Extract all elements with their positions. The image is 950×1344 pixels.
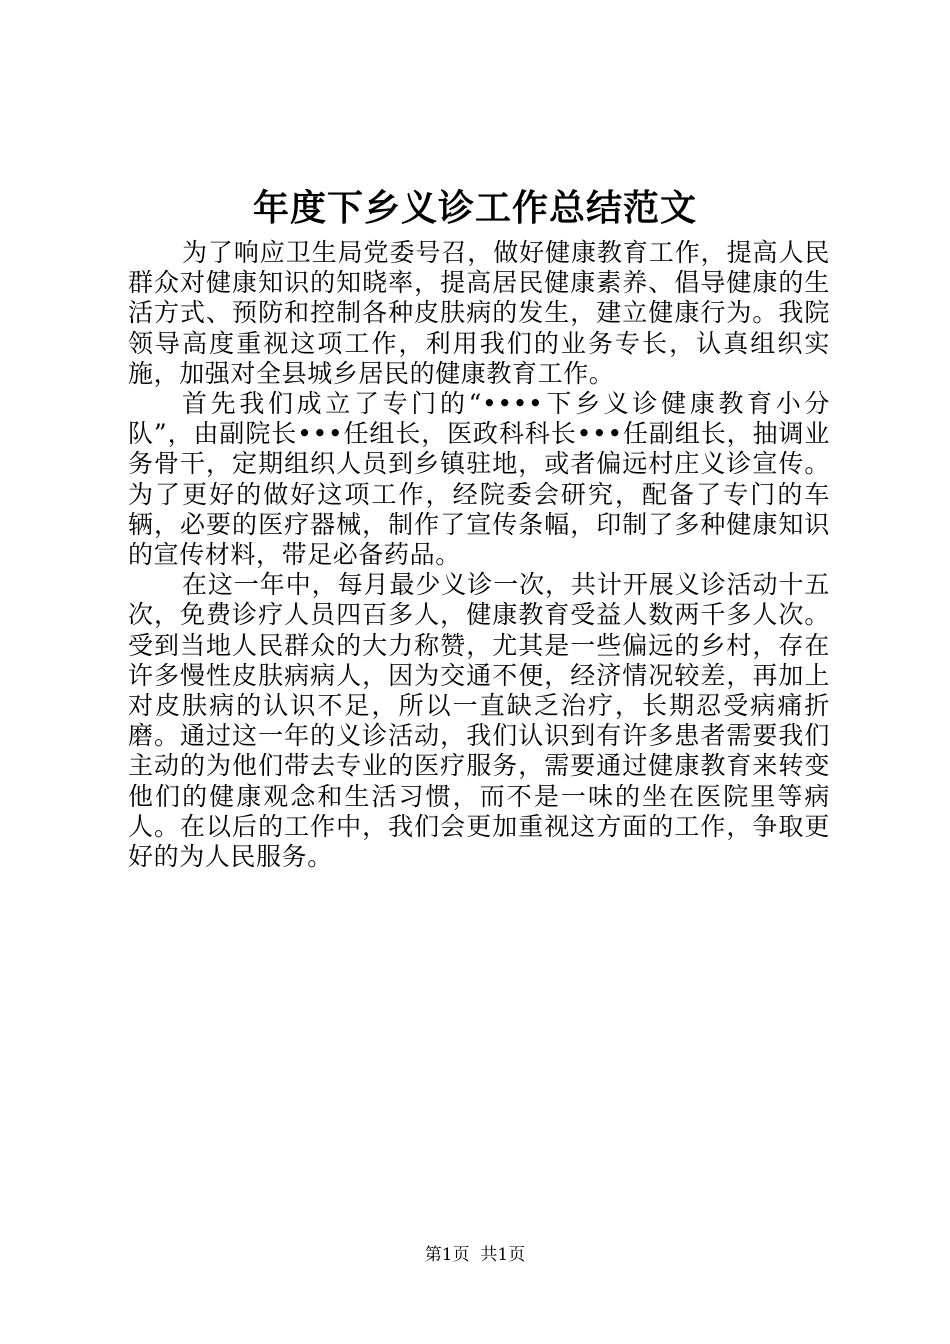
paragraph-2: 首先我们成立了专门的“••••下乡义诊健康教育小分队”，由副院长•••任组长，医政科科长•••任副组长，抽调业务骨干，定期组织人员到乡镇驻地，或者偏远村庄义诊宣传。为了更好的做好这项工作，经院委会研究，配备了专门的车辆，必要的医疗器械，制作了宣传条幅，印制了多种健康知识的宣传材料，带足必备药品。: [128, 389, 830, 570]
page-footer: [0, 1244, 950, 1266]
document-title: 年度下乡义诊工作总结范文: [252, 187, 697, 229]
paragraph-1: 为了响应卫生局党委号召，做好健康教育工作，提高人民群众对健康知识的知晓率，提高居民健康素养、倡导健康的生活方式、预防和控制各种皮肤病的发生，建立健康行为。我院领导高度重视这项工作，利用我们的业务专长，认真组织实施，加强对全县城乡居民的健康教育工作。: [128, 238, 830, 388]
document-body: [128, 238, 830, 872]
paragraph-3: 在这一年中，每月最少义诊一次，共计开展义诊活动十五次，免费诊疗人员四百多人，健康教育受益人数两千多人次。受到当地人民群众的大力称赞，尤其是一些偏远的乡村，存在许多慢性皮肤病病人，因为交通不便，经济情况较差，再加上对皮肤病的认识不足，所以一直缺乏治疗，长期忍受病痛折磨。通过这一年的义诊活动，我们认识到有许多患者需要我们主动的为他们带去专业的医疗服务，需要通过健康教育来转变他们的健康观念和生活习惯，而不是一味的坐在医院里等病人。在以后的工作中，我们会更加重视这方面的工作，争取更好的为人民服务。: [128, 570, 830, 872]
page-number: 第1页 共1页: [424, 1245, 526, 1265]
